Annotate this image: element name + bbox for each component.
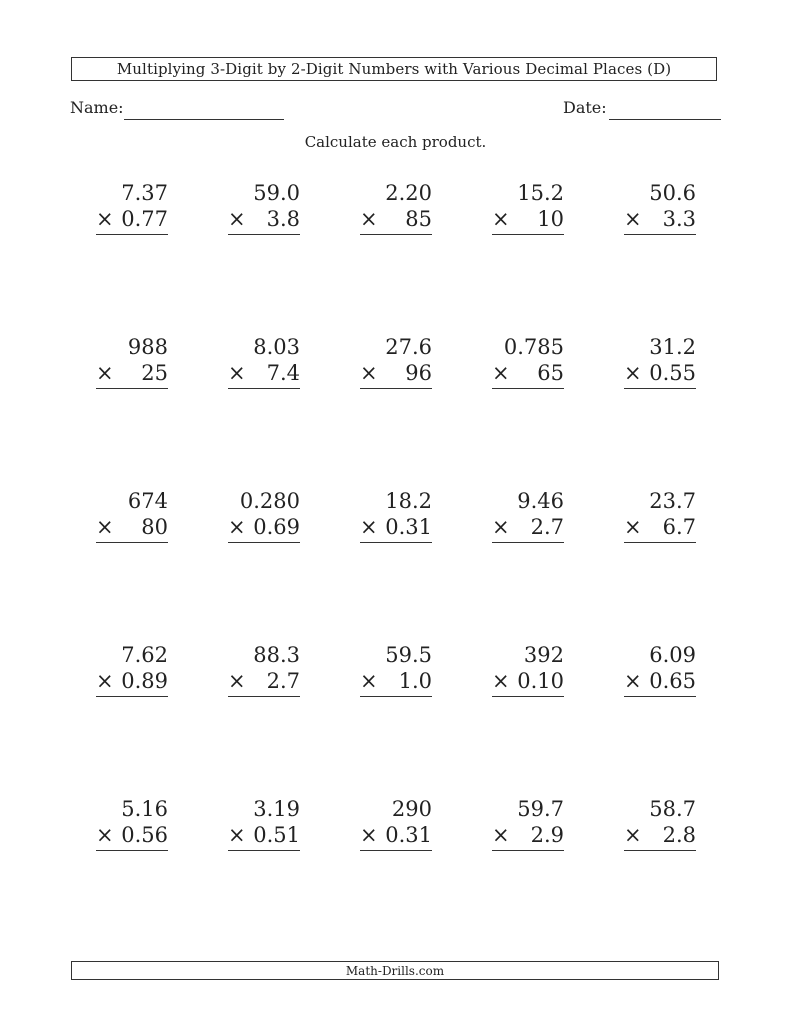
worksheet-title-box xyxy=(71,57,717,81)
problem-18 xyxy=(360,642,432,697)
times-sign: × xyxy=(624,669,642,693)
multiplier-row xyxy=(624,360,696,389)
multiplier-row xyxy=(624,822,696,851)
multiplier: 0.69 xyxy=(253,515,300,539)
multiplicand: 23.7 xyxy=(649,489,696,513)
problem-11 xyxy=(96,488,168,543)
multiplier-row xyxy=(360,206,432,235)
problem-15 xyxy=(624,488,696,543)
times-sign: × xyxy=(492,515,510,539)
problem-19 xyxy=(492,642,564,697)
multiplier: 0.65 xyxy=(649,669,696,693)
multiplier-row xyxy=(492,822,564,851)
multiplier-row xyxy=(96,360,168,389)
times-sign: × xyxy=(96,515,114,539)
multiplier-row xyxy=(228,668,300,697)
multiplier-row xyxy=(492,206,564,235)
problem-16 xyxy=(96,642,168,697)
problem-23 xyxy=(360,796,432,851)
multiplier: 10 xyxy=(537,207,564,231)
times-sign: × xyxy=(360,207,378,231)
multiplier-row xyxy=(228,822,300,851)
problem-8 xyxy=(360,334,432,389)
name-line xyxy=(124,119,284,120)
multiplicand: 0.280 xyxy=(239,489,300,513)
multiplicand: 59.5 xyxy=(385,643,432,667)
multiplier-row xyxy=(492,360,564,389)
multiplier-row xyxy=(624,206,696,235)
multiplier: 0.55 xyxy=(649,361,696,385)
times-sign: × xyxy=(624,515,642,539)
multiplicand: 8.03 xyxy=(253,335,300,359)
multiplicand: 6.09 xyxy=(649,643,696,667)
multiplier-row xyxy=(624,514,696,543)
multiplier: 3.3 xyxy=(662,207,696,231)
problem-12 xyxy=(228,488,300,543)
multiplicand: 59.0 xyxy=(253,181,300,205)
multiplier: 7.4 xyxy=(266,361,300,385)
times-sign: × xyxy=(228,207,246,231)
multiplicand: 0.785 xyxy=(503,335,564,359)
times-sign: × xyxy=(228,823,246,847)
problem-14 xyxy=(492,488,564,543)
problem-20 xyxy=(624,642,696,697)
problem-1 xyxy=(96,180,168,235)
times-sign: × xyxy=(360,361,378,385)
times-sign: × xyxy=(492,361,510,385)
multiplicand: 27.6 xyxy=(385,335,432,359)
multiplier-row xyxy=(624,668,696,697)
multiplier-row xyxy=(228,360,300,389)
multiplier: 80 xyxy=(141,515,168,539)
multiplier: 25 xyxy=(141,361,168,385)
times-sign: × xyxy=(96,207,114,231)
multiplier-row xyxy=(360,668,432,697)
multiplicand: 59.7 xyxy=(517,797,564,821)
multiplicand: 9.46 xyxy=(517,489,564,513)
multiplicand: 2.20 xyxy=(385,181,432,205)
times-sign: × xyxy=(360,669,378,693)
multiplicand: 392 xyxy=(523,643,564,667)
multiplier-row xyxy=(228,514,300,543)
problem-22 xyxy=(228,796,300,851)
multiplier-row xyxy=(492,668,564,697)
problem-4 xyxy=(492,180,564,235)
multiplier-row xyxy=(96,668,168,697)
problem-3 xyxy=(360,180,432,235)
problem-17 xyxy=(228,642,300,697)
multiplier: 65 xyxy=(537,361,564,385)
multiplier-row xyxy=(228,206,300,235)
times-sign: × xyxy=(228,361,246,385)
times-sign: × xyxy=(228,669,246,693)
times-sign: × xyxy=(96,669,114,693)
problem-13 xyxy=(360,488,432,543)
multiplicand: 18.2 xyxy=(385,489,432,513)
multiplier: 85 xyxy=(405,207,432,231)
times-sign: × xyxy=(492,207,510,231)
multiplier: 0.56 xyxy=(121,823,168,847)
problem-25 xyxy=(624,796,696,851)
times-sign: × xyxy=(96,361,114,385)
multiplicand: 58.7 xyxy=(649,797,696,821)
multiplier: 2.7 xyxy=(266,669,300,693)
multiplicand: 988 xyxy=(127,335,168,359)
times-sign: × xyxy=(360,823,378,847)
multiplier: 0.31 xyxy=(385,823,432,847)
multiplier: 6.7 xyxy=(662,515,696,539)
problem-7 xyxy=(228,334,300,389)
multiplier: 2.8 xyxy=(662,823,696,847)
problem-24 xyxy=(492,796,564,851)
footer-box xyxy=(71,961,719,980)
multiplicand: 7.37 xyxy=(121,181,168,205)
times-sign: × xyxy=(492,669,510,693)
multiplier-row xyxy=(492,514,564,543)
times-sign: × xyxy=(624,823,642,847)
multiplier-row xyxy=(360,514,432,543)
multiplicand: 3.19 xyxy=(253,797,300,821)
multiplicand: 674 xyxy=(127,489,168,513)
multiplier-row xyxy=(360,360,432,389)
multiplicand: 15.2 xyxy=(517,181,564,205)
problem-5 xyxy=(624,180,696,235)
multiplier: 0.51 xyxy=(253,823,300,847)
multiplicand: 7.62 xyxy=(121,643,168,667)
times-sign: × xyxy=(492,823,510,847)
instructions: Calculate each product. xyxy=(304,133,487,151)
multiplicand: 31.2 xyxy=(649,335,696,359)
problem-2 xyxy=(228,180,300,235)
times-sign: × xyxy=(96,823,114,847)
problem-6 xyxy=(96,334,168,389)
multiplicand: 290 xyxy=(391,797,432,821)
times-sign: × xyxy=(360,515,378,539)
date-label: Date: xyxy=(563,98,607,117)
multiplier: 2.9 xyxy=(530,823,564,847)
multiplier: 0.10 xyxy=(517,669,564,693)
multiplier: 0.31 xyxy=(385,515,432,539)
problem-9 xyxy=(492,334,564,389)
multiplier: 3.8 xyxy=(266,207,300,231)
footer-site: Math-Drills.com xyxy=(345,963,445,978)
multiplicand: 5.16 xyxy=(121,797,168,821)
multiplier-row xyxy=(96,514,168,543)
multiplier: 2.7 xyxy=(530,515,564,539)
multiplier-row xyxy=(96,206,168,235)
problem-10 xyxy=(624,334,696,389)
multiplier: 0.89 xyxy=(121,669,168,693)
times-sign: × xyxy=(624,207,642,231)
name-label: Name: xyxy=(70,98,124,117)
times-sign: × xyxy=(228,515,246,539)
multiplier: 96 xyxy=(405,361,432,385)
multiplier-row xyxy=(360,822,432,851)
multiplier: 0.77 xyxy=(121,207,168,231)
problem-21 xyxy=(96,796,168,851)
multiplicand: 88.3 xyxy=(253,643,300,667)
times-sign: × xyxy=(624,361,642,385)
worksheet-title: Multiplying 3-Digit by 2-Digit Numbers with Various Decimal Places (D) xyxy=(116,60,672,78)
multiplier: 1.0 xyxy=(398,669,432,693)
date-line xyxy=(609,119,721,120)
multiplicand: 50.6 xyxy=(649,181,696,205)
multiplier-row xyxy=(96,822,168,851)
